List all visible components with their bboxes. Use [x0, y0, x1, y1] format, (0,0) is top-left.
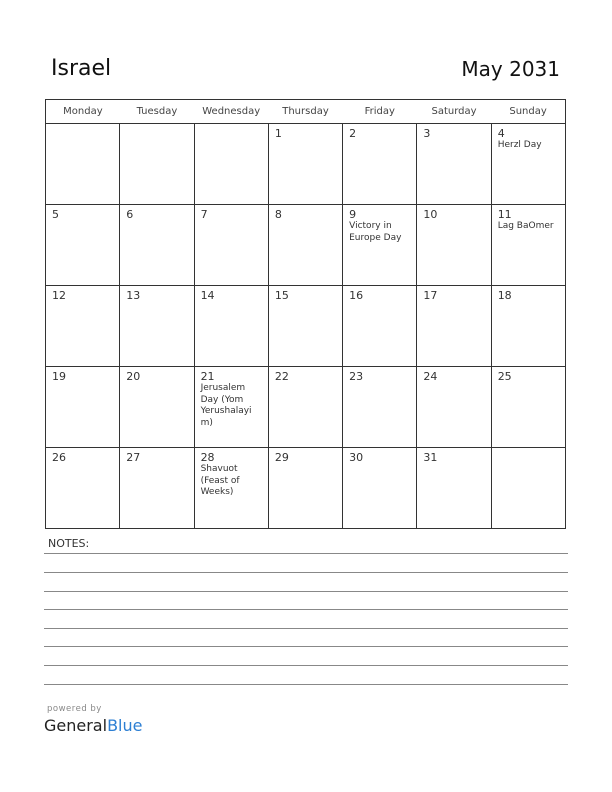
- day-number: 24: [423, 370, 438, 383]
- day-cell: [343, 448, 417, 529]
- day-number: 3: [423, 127, 431, 140]
- powered-by-text: powered by: [47, 704, 102, 714]
- day-cell: [491, 367, 565, 448]
- day-cell: [46, 448, 120, 529]
- day-number: 31: [423, 451, 438, 464]
- note-line: [44, 591, 568, 592]
- day-cell: [194, 286, 268, 367]
- week-row: [46, 448, 566, 529]
- holiday-label: Herzl Day: [497, 140, 542, 150]
- day-cell: [268, 124, 342, 205]
- day-cell: [268, 448, 342, 529]
- day-cell: [268, 286, 342, 367]
- holiday-label: Lag BaOmer: [497, 221, 554, 231]
- day-cell: [120, 124, 194, 205]
- day-number: 1: [274, 127, 282, 140]
- day-number: 27: [126, 451, 141, 464]
- day-number: 23: [349, 370, 364, 383]
- weekday-header-row: [46, 100, 566, 124]
- day-number: 21: [200, 370, 215, 383]
- weekday-header: Monday: [46, 100, 120, 124]
- day-cell: [491, 286, 565, 367]
- day-number: 28: [200, 451, 215, 464]
- day-number: 12: [52, 289, 66, 302]
- holiday-label: Shavuot (Feast of Weeks): [200, 464, 240, 497]
- day-number: 13: [126, 289, 141, 302]
- week-row: [46, 367, 566, 448]
- day-cell: [268, 367, 342, 448]
- day-cell: [194, 124, 268, 205]
- day-cell: [491, 448, 565, 529]
- day-cell: [120, 367, 194, 448]
- day-number: 8: [274, 208, 282, 221]
- day-number: 29: [274, 451, 289, 464]
- day-number: 25: [497, 370, 512, 383]
- day-cell: [194, 205, 268, 286]
- note-line: [44, 646, 568, 647]
- day-cell: [194, 367, 268, 448]
- weekday-header: Tuesday: [120, 100, 194, 124]
- note-line: [44, 684, 568, 685]
- day-cell: [46, 124, 120, 205]
- day-number: 16: [349, 289, 364, 302]
- weekday-header: Thursday: [268, 100, 342, 124]
- note-line: [44, 553, 568, 554]
- generalblue-logo: [44, 716, 142, 735]
- note-line: [44, 628, 568, 629]
- day-number: 6: [126, 208, 134, 221]
- day-cell: [417, 367, 491, 448]
- day-number: 20: [126, 370, 141, 383]
- day-cell: [343, 205, 417, 286]
- day-number: 18: [497, 289, 512, 302]
- weekday-header: Sunday: [491, 100, 565, 124]
- note-line: [44, 609, 568, 610]
- day-cell: [268, 205, 342, 286]
- calendar-grid: [45, 99, 566, 529]
- logo-text-general: General: [44, 716, 108, 735]
- day-cell: [46, 367, 120, 448]
- holiday-label: Victory in Europe Day: [349, 221, 402, 243]
- weekday-header: Wednesday: [194, 100, 268, 124]
- day-number: 26: [52, 451, 66, 464]
- day-cell: [343, 124, 417, 205]
- country-title: Israel: [51, 56, 112, 81]
- day-cell: [194, 448, 268, 529]
- day-cell: [343, 367, 417, 448]
- week-row: [46, 205, 566, 286]
- logo-text-blue: Blue: [107, 716, 143, 735]
- day-number: 15: [274, 289, 289, 302]
- day-cell: [417, 124, 491, 205]
- day-number: 5: [52, 208, 59, 221]
- notes-label: NOTES:: [48, 537, 90, 550]
- day-cell: [417, 448, 491, 529]
- day-number: 30: [349, 451, 364, 464]
- day-number: 14: [200, 289, 215, 302]
- week-row: [46, 124, 566, 205]
- day-number: 19: [52, 370, 66, 383]
- weekday-header: Friday: [343, 100, 417, 124]
- holiday-label: Jerusalem Day (Yom Yerushalayi m): [200, 383, 252, 428]
- day-number: 17: [423, 289, 438, 302]
- weekday-header: Saturday: [417, 100, 491, 124]
- day-cell: [120, 286, 194, 367]
- day-number: 10: [423, 208, 438, 221]
- week-row: [46, 286, 566, 367]
- day-cell: [120, 448, 194, 529]
- day-number: 11: [497, 208, 512, 221]
- day-number: 2: [349, 127, 357, 140]
- month-title: May 2031: [461, 57, 560, 81]
- day-cell: [343, 286, 417, 367]
- note-line: [44, 665, 568, 666]
- day-number: 7: [200, 208, 208, 221]
- day-cell: [491, 124, 565, 205]
- day-cell: [417, 286, 491, 367]
- day-cell: [120, 205, 194, 286]
- day-number: 9: [349, 208, 357, 221]
- day-cell: [491, 205, 565, 286]
- day-cell: [46, 205, 120, 286]
- day-number: 4: [497, 127, 505, 140]
- day-cell: [46, 286, 120, 367]
- day-number: 22: [274, 370, 289, 383]
- note-line: [44, 572, 568, 573]
- day-cell: [417, 205, 491, 286]
